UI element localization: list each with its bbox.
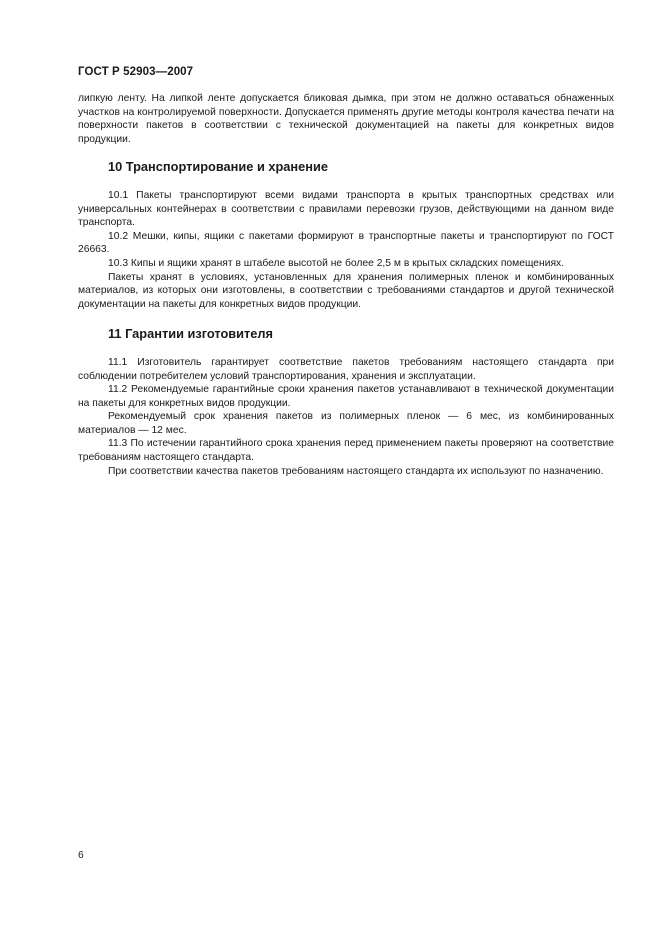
paragraph-11-3-use: При соответствии качества пакетов требованиям настоящего стандарта их используют по назначению.: [108, 465, 604, 477]
section-10-title: 10 Транспортирование и хранение: [108, 159, 328, 175]
intro-paragraph: липкую ленту. На липкой ленте допускается бликовая дымка, при этом не должно оставаться обнаженных участков на контролируемой поверхности. Допускается применять другие методы контроля качества печати на поверхности пакетов в соответствии с технической документацией на пакеты для конкретных видов продукции.: [78, 93, 614, 145]
paragraph-11-3: 11.3 По истечении гарантийного срока хранения перед применением пакеты проверяют на соответствие требованиям настоящего стандарта.: [78, 438, 614, 464]
page-number: 6: [78, 850, 84, 861]
paragraph-11-2: 11.2 Рекомендуемые гарантийные сроки хранения пакетов устанавливают в технической документации на пакеты для конкретных видов продукции.: [78, 384, 614, 409]
paragraph-10-1: 10.1 Пакеты транспортируют всеми видами транспорта в крытых транспортных средствах или универсальных контейнерах в соответствии с правилами перевозки грузов, действующими на данном виде транспорта.: [78, 189, 614, 229]
paragraph-11-1: 11.1 Изготовитель гарантирует соответствие пакетов требованиям настоящего стандарта при соблюдении потребителем условий транспортирования, хранения и эксплуатации.: [78, 356, 614, 382]
paragraph-10-3: 10.3 Кипы и ящики хранят в штабеле высотой не более 2,5 м в крытых складских помещениях.: [108, 257, 565, 269]
page-content: [78, 92, 614, 478]
paragraph-10-storage: Пакеты хранят в условиях, установленных для хранения полимерных пленок и комбинированных материалов, из которых они изготовлены, в соответствии с требованиями стандартов и другой технической документации на пакеты для конкретных видов продукции.: [78, 271, 614, 310]
paragraph-11-2-terms: Рекомендуемый срок хранения пакетов из полимерных пленок — 6 мес, из комбинированных материалов — 12 мес.: [78, 411, 614, 436]
document-header: ГОСТ Р 52903—2007: [78, 66, 194, 78]
section-11-title: 11 Гарантии изготовителя: [108, 326, 274, 342]
paragraph-10-2: 10.2 Мешки, кипы, ящики с пакетами формируют в транспортные пакеты и транспортируют по ГОСТ 26663.: [78, 230, 614, 256]
